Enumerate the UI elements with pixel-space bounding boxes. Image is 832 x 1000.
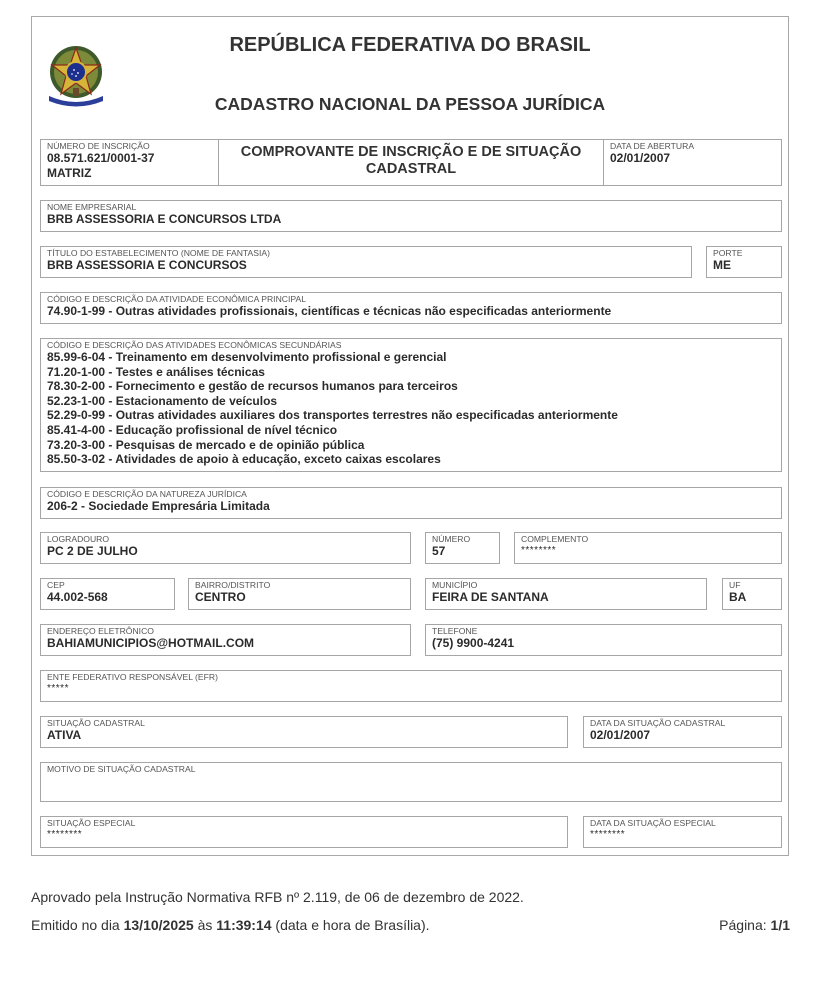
uf-field: [722, 578, 782, 610]
motivo-situacao-label: MOTIVO DE SITUAÇÃO CADASTRAL: [47, 764, 196, 774]
data-situacao-especial-field: [583, 816, 782, 848]
porte-field: [706, 246, 782, 278]
nome-empresarial-field: [40, 200, 782, 232]
situacao-cadastral-value: ATIVA: [47, 728, 82, 742]
complemento-field: [514, 532, 782, 564]
email-field: [40, 624, 411, 656]
atividades-secundarias-field: [40, 338, 782, 472]
situacao-cadastral-label: SITUAÇÃO CADASTRAL: [47, 718, 145, 728]
email-value: BAHIAMUNICIPIOS@HOTMAIL.COM: [47, 636, 255, 650]
logradouro-label: LOGRADOURO: [47, 534, 110, 544]
data-situacao-especial-label: DATA DA SITUAÇÃO ESPECIAL: [590, 818, 716, 828]
bairro-value: CENTRO: [195, 590, 246, 604]
uf-label: UF: [729, 580, 741, 590]
brazil-coat-of-arms-icon: [45, 44, 107, 110]
page-value: 1/1: [770, 917, 790, 933]
titulo-estabelecimento-label: TÍTULO DO ESTABELECIMENTO (NOME DE FANTASIA): [47, 248, 270, 258]
data-abertura-value: 02/01/2007: [610, 151, 671, 165]
atividade-secundaria-item: 52.29-0-99 - Outras atividades auxiliares dos transportes terrestres não especificadas anteriormente: [47, 408, 618, 423]
data-abertura-label: DATA DE ABERTURA: [610, 141, 695, 151]
natureza-juridica-label: CÓDIGO E DESCRIÇÃO DA NATUREZA JURÍDICA: [47, 489, 247, 499]
bairro-label: BAIRRO/DISTRITO: [195, 580, 271, 590]
municipio-field: [425, 578, 707, 610]
atividade-secundaria-item: 85.41-4-00 - Educação profissional de nível técnico: [47, 422, 338, 437]
telefone-field: [425, 624, 782, 656]
nome-empresarial-value: BRB ASSESSORIA E CONCURSOS LTDA: [47, 212, 282, 226]
efr-label: ENTE FEDERATIVO RESPONSÁVEL (EFR): [47, 672, 218, 682]
atividade-secundaria-item: 52.23-1-00 - Estacionamento de veículos: [47, 393, 278, 408]
cep-field: [40, 578, 175, 610]
header-title: REPÚBLICA FEDERATIVA DO BRASIL: [229, 34, 591, 56]
motivo-situacao-field: [40, 762, 782, 802]
document-title-line2: CADASTRAL: [365, 161, 457, 177]
atividade-principal-value: 74.90-1-99 - Outras atividades profissionais, científicas e técnicas não especificadas anteriormente: [47, 304, 612, 318]
complemento-label: COMPLEMENTO: [521, 534, 589, 544]
porte-label: PORTE: [713, 248, 743, 258]
numero-inscricao-value: 08.571.621/0001-37: [47, 151, 155, 165]
document-title-line1: COMPROVANTE DE INSCRIÇÃO E DE SITUAÇÃO: [240, 144, 582, 160]
data-situacao-especial-value: ********: [590, 829, 626, 840]
efr-field: [40, 670, 782, 702]
titulo-estabelecimento-value: BRB ASSESSORIA E CONCURSOS: [47, 258, 247, 272]
atividade-principal-label: CÓDIGO E DESCRIÇÃO DA ATIVIDADE ECONÔMICA PRINCIPAL: [47, 294, 306, 304]
cep-label: CEP: [47, 580, 65, 590]
issued-time: 11:39:14: [216, 917, 272, 933]
atividade-secundaria-item: 85.99-6-04 - Treinamento em desenvolvimento profissional e gerencial: [47, 350, 447, 364]
email-label: ENDEREÇO ELETRÔNICO: [47, 626, 154, 636]
logradouro-field: [40, 532, 411, 564]
situacao-especial-field: [40, 816, 568, 848]
numero-inscricao-field: [40, 139, 219, 186]
numero-label: NÚMERO: [432, 534, 471, 544]
telefone-label: TELEFONE: [432, 626, 478, 636]
issued-mid: às: [193, 917, 217, 933]
issued-note: [31, 917, 430, 933]
uf-value: BA: [729, 590, 747, 604]
header-subtitle: CADASTRO NACIONAL DA PESSOA JURÍDICA: [214, 94, 606, 114]
natureza-juridica-value: 206-2 - Sociedade Empresária Limitada: [47, 499, 270, 513]
atividade-secundaria-item: 71.20-1-00 - Testes e análises técnicas: [47, 364, 265, 379]
page-label: Página:: [719, 917, 771, 933]
situacao-especial-label: SITUAÇÃO ESPECIAL: [47, 818, 136, 828]
nome-empresarial-label: NOME EMPRESARIAL: [47, 202, 137, 212]
situacao-cadastral-field: [40, 716, 568, 748]
data-abertura-field: [603, 139, 782, 186]
page-indicator: [719, 917, 790, 933]
titulo-estabelecimento-field: [40, 246, 692, 278]
complemento-value: ********: [521, 545, 557, 556]
atividade-principal-field: [40, 292, 782, 324]
issued-date: 13/10/2025: [123, 917, 194, 933]
municipio-label: MUNICÍPIO: [432, 580, 478, 590]
atividade-secundaria-item: 78.30-2-00 - Fornecimento e gestão de recursos humanos para terceiros: [47, 379, 458, 394]
issued-prefix: Emitido no dia: [31, 917, 124, 933]
efr-value: *****: [47, 683, 69, 694]
numero-value: 57: [432, 544, 446, 558]
atividade-secundaria-item: 85.50-3-02 - Atividades de apoio à educação, exceto caixas escolares: [47, 452, 441, 467]
atividade-secundaria-item: 73.20-3-00 - Pesquisas de mercado e de opinião pública: [47, 437, 365, 452]
numero-field: [425, 532, 500, 564]
data-situacao-cadastral-field: [583, 716, 782, 748]
telefone-value: (75) 9900-4241: [432, 636, 515, 650]
numero-inscricao-label: NÚMERO DE INSCRIÇÃO: [47, 141, 150, 151]
porte-value: ME: [713, 258, 731, 272]
document-title: [218, 139, 604, 186]
cep-value: 44.002-568: [47, 590, 108, 604]
data-situacao-cadastral-value: 02/01/2007: [590, 728, 651, 742]
municipio-value: FEIRA DE SANTANA: [432, 590, 549, 604]
matriz-value: MATRIZ: [47, 165, 92, 180]
issued-suffix: (data e hora de Brasília).: [271, 917, 430, 933]
data-situacao-cadastral-label: DATA DA SITUAÇÃO CADASTRAL: [590, 718, 726, 728]
atividades-secundarias-label: CÓDIGO E DESCRIÇÃO DAS ATIVIDADES ECONÔMICAS SECUNDÁRIAS: [47, 340, 342, 350]
situacao-especial-value: ********: [47, 829, 83, 840]
natureza-juridica-field: [40, 487, 782, 519]
logradouro-value: PC 2 DE JULHO: [47, 544, 138, 558]
approval-note: Aprovado pela Instrução Normativa RFB nº 2.119, de 06 de dezembro de 2022.: [31, 889, 524, 905]
bairro-field: [188, 578, 411, 610]
